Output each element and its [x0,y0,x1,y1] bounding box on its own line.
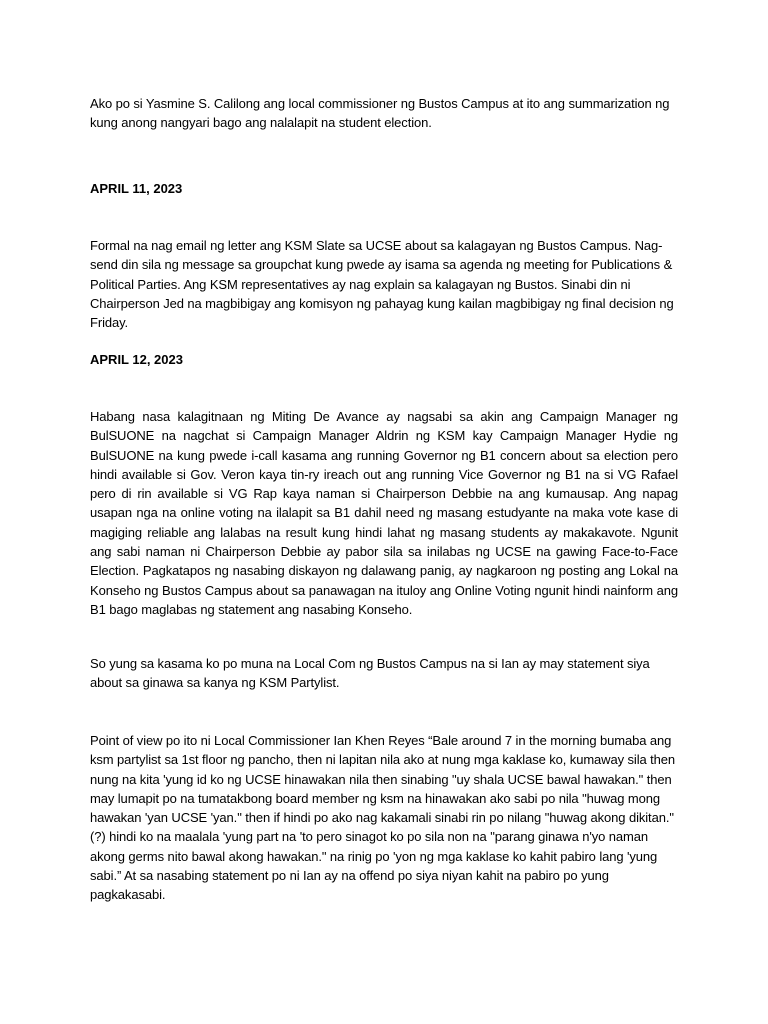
april-11-paragraph: Formal na nag email ng letter ang KSM Slate sa UCSE about sa kalagayan ng Bustos Campus. Nag-send din sila ng message sa groupchat kung pwede ay isama sa agenda ng meeting for Publications & Political Parties. Ang KSM representatives ay nag explain sa kalagayan ng Bustos. Sinabi din ni Chairperson Jed na magbibigay ang komisyon ng pahayag kung kailan magbibigay ng final decision ng Friday. [90,238,674,331]
statement-intro-paragraph: So yung sa kasama ko po muna na Local Com ng Bustos Campus na si Ian ay may statement siya about sa ginawa sa kanya ng KSM Partylist. [90,656,650,691]
date-heading-april-11: APRIL 11, 2023 [90,181,183,196]
april-12-paragraph: Habang nasa kalagitnaan ng Miting De Avance ay nagsabi sa akin ang Campaign Manager ng BulSUONE na nagchat si Campaign Manager Aldrin ng KSM kay Campaign Manager Hydie ng BulSUONE na kung pwede i-call kasama ang running Governor ng B1 concern about sa election pero hindi available si Gov. Veron kaya tin-ry ireach out ang running Vice Governor ng B1 na si VG Rafael pero di rin available si VG Rap kaya naman si Chairperson Debbie na ang kumausap. Ang napag usapan nga na online voting na ilalapit sa B1 dahil need ng masang estudyante na maka vote kase di magiging reliable ang lalabas na result kung hindi lahat ng masang students ay makakavote. Ngunit ang sabi naman ni Chairperson Debbie ay pabor sila sa inilabas ng UCSE na gawing Face-to-Face Election. Pagkatapos ng nasabing diskayon ng dalawang panig, ay nagkaroon ng posting ang Lokal na Konseho ng Bustos Campus about sa panawagan na ituloy ang Online Voting ngunit hindi nainform ang B1 bago maglabas ng statement ang nasabing Konseho. [90,409,678,617]
point-of-view-paragraph: Point of view po ito ni Local Commissioner Ian Khen Reyes “Bale around 7 in the morning bumaba ang ksm partylist sa 1st floor ng pancho, then ni lapitan nila ako at nung mga kaklase ko, kumaway sila then nung na kita 'yung id ko ng UCSE hinawakan nila then sinabing "uy shala UCSE bawal hawakan." then may lumapit po na tumatakbong board member ng ksm na hinawakan ako sabi po nila "huwag mong hawakan 'yan UCSE 'yan." then if hindi po ako nag kakamali sinabi rin po nilang "huwag akong dikitan." (?) hindi ko na maalala 'yung part na 'to pero sinagot ko po sila non na "parang ginawa n'yo naman akong germs nito bawal akong hawakan." na rinig po 'yon ng mga kaklase ko kahit pabiro lang 'yung sabi.” At sa nasabing statement po ni Ian ay na offend po siya niyan kahit na pabiro po yung pagkakasabi. [90,733,676,903]
intro-paragraph: Ako po si Yasmine S. Calilong ang local commissioner ng Bustos Campus at ito ang summarization ng kung anong nangyari bago ang nalalapit na student election. [90,96,670,131]
date-heading-april-12: APRIL 12, 2023 [90,352,183,367]
